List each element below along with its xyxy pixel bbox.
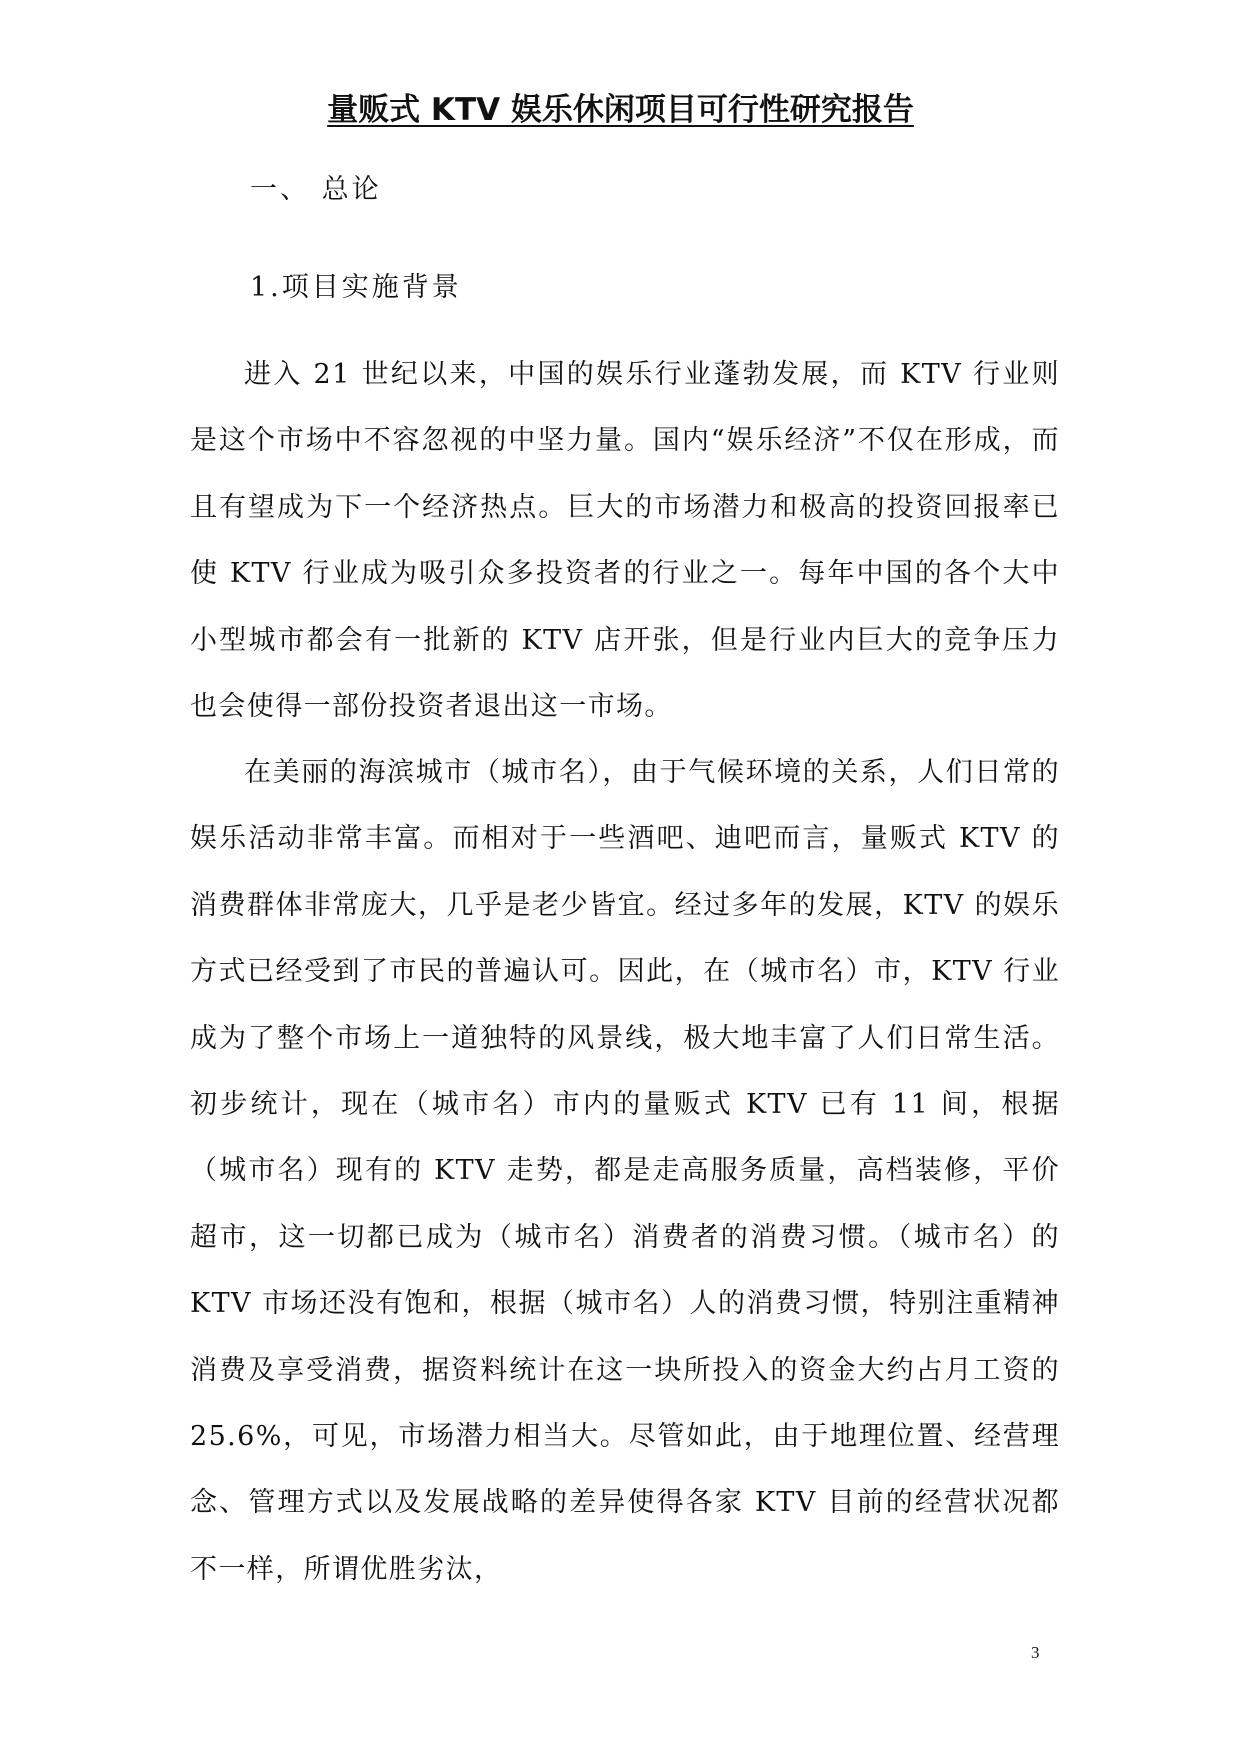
body-paragraph-1: 进入 21 世纪以来，中国的娱乐行业蓬勃发展，而 KTV 行业则是这个市场中不容忽视的中坚力量。国内“娱乐经济”不仅在形成，而且有望成为下一个经济热点。巨大的市场潜力和极高的投资回报率已使 KTV 行业成为吸引众多投资者的行业之一。每年中国的各个大中小型城市都会有一批新的 KTV 店开张，但是行业内巨大的竞争压力也会使得一部份投资者退出这一市场。 [190,359,1060,723]
page-number: 3 [1031,1643,1040,1662]
subsection-heading: 1.项目实施背景 [250,272,462,303]
section-heading: 一、 总论 [250,174,382,205]
body-paragraph-2: 在美丽的海滨城市（城市名），由于气候环境的关系，人们日常的娱乐活动非常丰富。而相对于一些酒吧、迪吧而言，量贩式 KTV 的消费群体非常庞大，几乎是老少皆宜。经过多年的发展，KTV 的娱乐方式已经受到了市民的普遍认可。因此，在（城市名）市，KTV 行业成为了整个市场上一道独特的风景线，极大地丰富了人们日常生活。初步统计，现在（城市名）市内的量贩式 KTV 已有 11 间，根据（城市名）现有的 KTV 走势，都是走高服务质量，高档装修，平价超市，这一切都已成为（城市名）消费者的消费习惯。（城市名）的 KTV 市场还没有饱和，根据（城市名）人的消费习惯，特别注重精神消费及享受消费，据资料统计在这一块所投入的资金大约占月工资的 25.6%，可见，市场潜力相当大。尽管如此，由于地理位置、经营理念、管理方式以及发展战略的差异使得各家 KTV 目前的经营状况都不一样，所谓优胜劣汰， [190,757,1060,1585]
document-title [0,88,1241,132]
document-title-text: 量贩式 KTV 娱乐休闲项目可行性研究报告 [327,92,914,128]
